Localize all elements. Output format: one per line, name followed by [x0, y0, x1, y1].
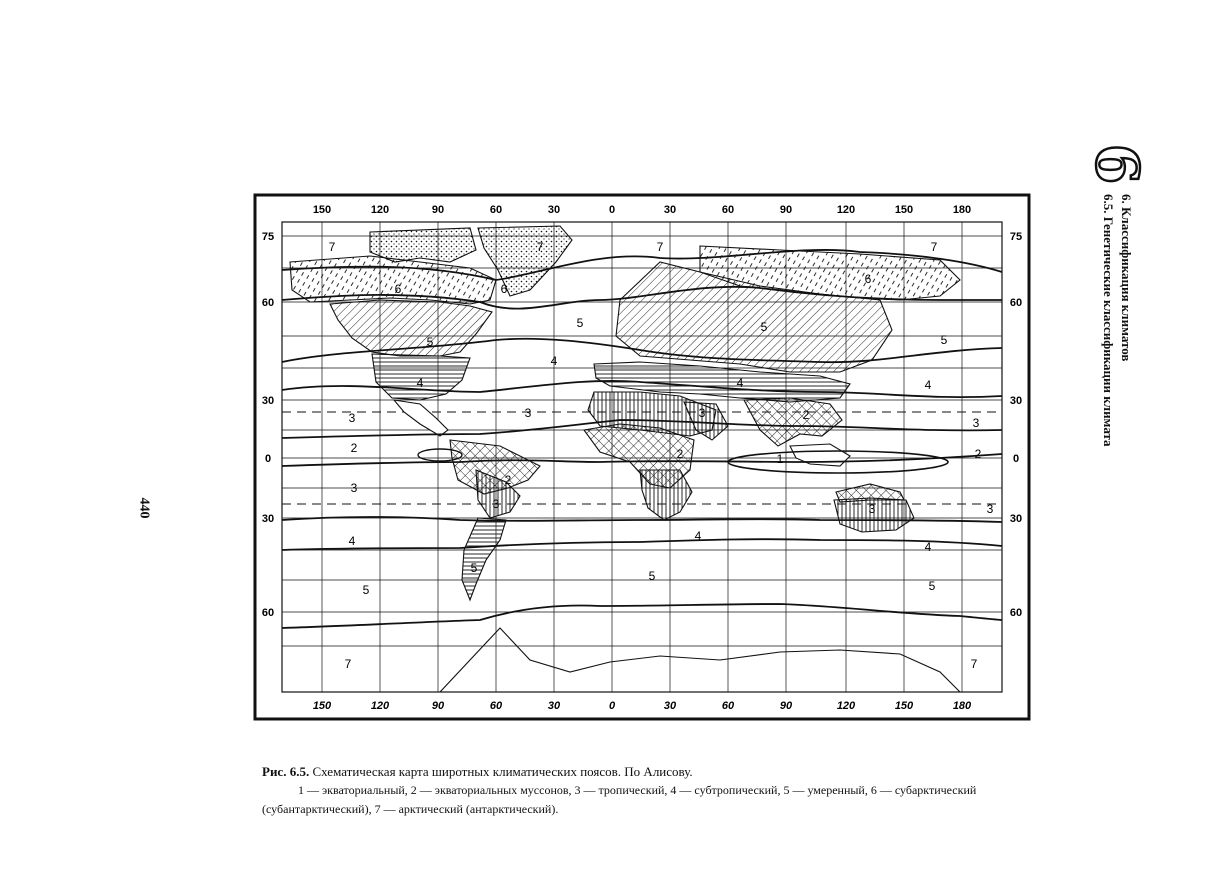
- zone-label: 5: [576, 316, 584, 330]
- zone-label: 5: [760, 320, 768, 334]
- page-number: 440: [136, 497, 152, 519]
- zone-label: 7: [970, 657, 978, 671]
- figure-caption: [262, 762, 1032, 819]
- zone-label: 6: [864, 272, 872, 286]
- top-lon-label: 150: [312, 204, 332, 216]
- left-lat-label: 60: [261, 607, 275, 619]
- zone-label: 4: [416, 376, 424, 390]
- bottom-lon-label: 90: [431, 700, 445, 712]
- chapter-title: 6. Классификация климатов: [1119, 194, 1134, 362]
- left-lat-label: 60: [261, 297, 275, 309]
- caption-title: Схематическая карта широтных климатических поясов. По Алисову.: [309, 764, 693, 779]
- top-lon-label: 0: [608, 204, 616, 216]
- zone-label: 3: [350, 481, 358, 495]
- zone-label: 5: [648, 569, 656, 583]
- top-lon-label: 60: [721, 204, 735, 216]
- zone-label: 1: [776, 452, 784, 466]
- zone-label: 3: [698, 406, 706, 420]
- zone-label: 5: [470, 561, 478, 575]
- arctic-archipelago: [370, 228, 476, 262]
- zone-label: 7: [536, 240, 544, 254]
- section-title: 6.5. Генетические классификации климата: [1101, 194, 1116, 447]
- top-lon-label: 30: [663, 204, 677, 216]
- right-lat-label: 75: [1009, 231, 1023, 243]
- zone-label: 6: [500, 282, 508, 296]
- zone-label: 3: [348, 411, 356, 425]
- zone-label: 3: [868, 502, 876, 516]
- caption-legend: 1 — экваториальный, 2 — экваториальных муссонов, 3 — тропический, 4 — субтропический, 5 — умеренный, 6 — субарктический (субантарктический), 7 — арктический (антарктический).: [262, 783, 977, 816]
- bottom-lon-label: 60: [721, 700, 735, 712]
- zone-label: 5: [940, 333, 948, 347]
- zone-label: 5: [928, 579, 936, 593]
- bottom-lon-label: 120: [836, 700, 856, 712]
- top-lon-label: 120: [370, 204, 390, 216]
- bottom-lon-label: 0: [608, 700, 616, 712]
- right-lat-label: 0: [1012, 453, 1020, 465]
- zone-label: 3: [492, 497, 500, 511]
- zone-label: 7: [328, 240, 336, 254]
- zone-label: 5: [426, 335, 434, 349]
- zone-label: 2: [802, 408, 810, 422]
- top-lon-label: 120: [836, 204, 856, 216]
- right-lat-label: 30: [1009, 513, 1023, 525]
- zone-label: 2: [974, 447, 982, 461]
- left-lat-label: 30: [261, 513, 275, 525]
- zone-label: 4: [550, 354, 558, 368]
- bottom-lon-label: 30: [547, 700, 561, 712]
- zone-label: 3: [986, 502, 994, 516]
- top-lon-label: 90: [779, 204, 793, 216]
- zone-label: 7: [344, 657, 352, 671]
- top-lon-label: 90: [431, 204, 445, 216]
- zone-label: 2: [676, 447, 684, 461]
- right-lat-label: 60: [1009, 607, 1023, 619]
- right-lat-label: 60: [1009, 297, 1023, 309]
- right-lat-label: 30: [1009, 395, 1023, 407]
- zone-label: 4: [924, 540, 932, 554]
- bottom-lon-label: 150: [312, 700, 332, 712]
- zone-label: 3: [972, 416, 980, 430]
- zone-label: 7: [656, 240, 664, 254]
- left-lat-label: 75: [261, 231, 275, 243]
- bottom-lon-label: 60: [489, 700, 503, 712]
- zone-label: 7: [930, 240, 938, 254]
- figure-label: Рис. 6.5.: [262, 764, 310, 779]
- top-lon-label: 60: [489, 204, 503, 216]
- bottom-lon-label: 120: [370, 700, 390, 712]
- zone-label: 4: [924, 378, 932, 392]
- top-lon-label: 150: [894, 204, 914, 216]
- top-lon-label: 180: [952, 204, 972, 216]
- zone-label: 4: [348, 534, 356, 548]
- left-lat-label: 0: [264, 453, 272, 465]
- top-lon-label: 30: [547, 204, 561, 216]
- zone-label: 6: [394, 282, 402, 296]
- zone-label: 5: [362, 583, 370, 597]
- left-lat-label: 30: [261, 395, 275, 407]
- zone-label: 3: [524, 406, 532, 420]
- zone-label: 2: [504, 473, 512, 487]
- zone-label: 4: [694, 529, 702, 543]
- caption-title-line: [262, 762, 1032, 781]
- bottom-lon-label: 180: [952, 700, 972, 712]
- bottom-lon-label: 90: [779, 700, 793, 712]
- zone-label: 2: [350, 441, 358, 455]
- bottom-lon-label: 150: [894, 700, 914, 712]
- zone-label: 4: [736, 376, 744, 390]
- bottom-lon-label: 30: [663, 700, 677, 712]
- chapter-number: 6: [1083, 143, 1151, 185]
